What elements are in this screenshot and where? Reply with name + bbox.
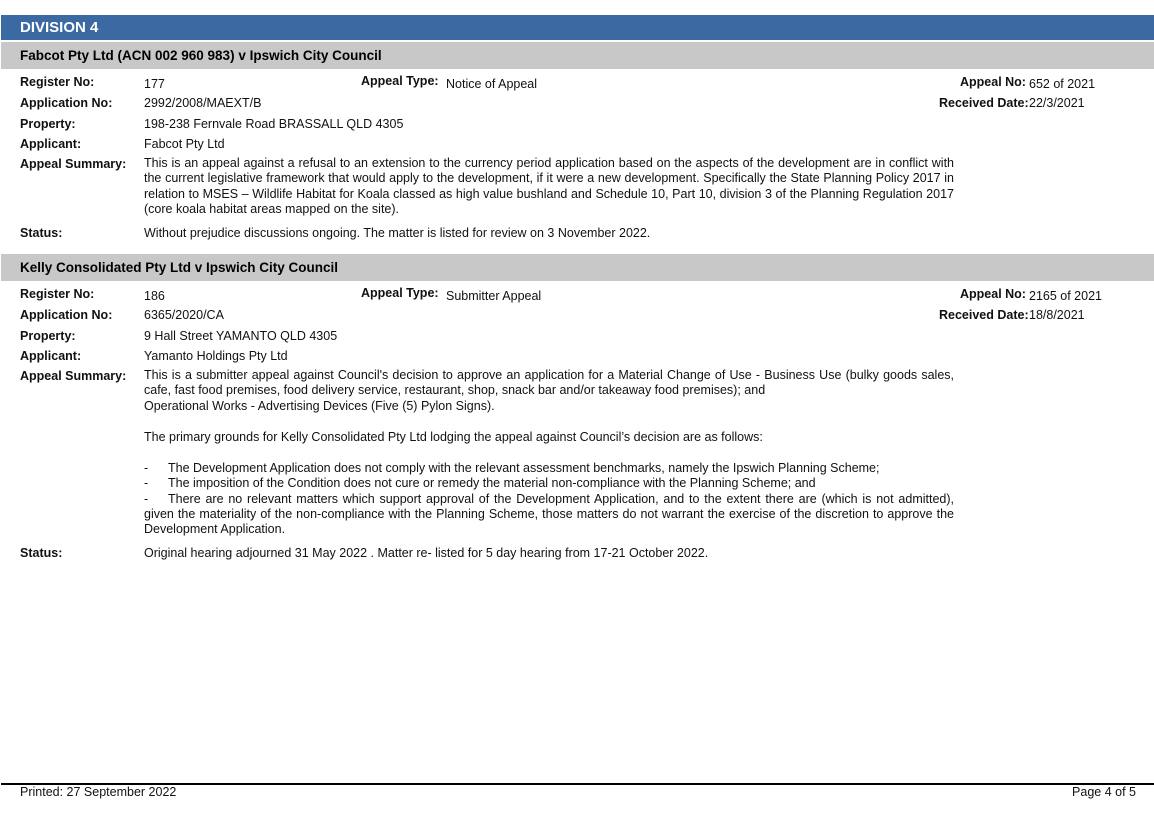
applicant-value: Yamanto Holdings Pty Ltd — [144, 349, 288, 363]
status-label: Status: — [20, 226, 63, 240]
appeal-type-label: Appeal Type: — [361, 74, 439, 88]
status-value: Original hearing adjourned 31 May 2022 . Matter re- listed for 5 day hearing from 17-21 October 2022. — [144, 546, 709, 560]
register-no-label: Register No: — [20, 75, 95, 89]
ground-item-continuation: given the materiality of the non-compliance with the Planning Scheme, those matters do not warrant the exercise of the discretion to approve the Development Application. — [144, 507, 954, 537]
property-value: 198-238 Fernvale Road BRASSALL QLD 4305 — [144, 117, 404, 131]
register-no-label: Register No: — [20, 287, 95, 301]
applicant-value: Fabcot Pty Ltd — [144, 137, 225, 151]
received-date-label: Received Date: — [939, 96, 1029, 110]
received-date-label: Received Date: — [939, 308, 1029, 322]
case-title: Kelly Consolidated Pty Ltd v Ipswich City Council — [1, 254, 1154, 281]
division-header: DIVISION 4 — [1, 15, 1154, 40]
page-number: Page 4 of 5 — [1072, 785, 1136, 799]
printed-date: Printed: 27 September 2022 — [20, 785, 177, 799]
bullet-marker: - — [144, 461, 149, 475]
application-no-label: Application No: — [20, 96, 113, 110]
property-label: Property: — [20, 117, 76, 131]
appeal-no-label: Appeal No: — [960, 75, 1026, 89]
appeal-type-value: Notice of Appeal — [446, 77, 538, 91]
ground-item: The imposition of the Condition does not cure or remedy the material non-compliance with the Planning Scheme; and — [168, 476, 816, 490]
application-no-value: 6365/2020/CA — [144, 308, 224, 322]
application-no-value: 2992/2008/MAEXT/B — [144, 96, 262, 110]
appeal-summary-label: Appeal Summary: — [20, 369, 127, 383]
appeal-no-value: 652 of 2021 — [1029, 77, 1096, 91]
grounds-intro: The primary grounds for Kelly Consolidated Pty Ltd lodging the appeal against Council’s decision are as follows: — [144, 430, 763, 444]
received-date-value: 18/8/2021 — [1029, 308, 1085, 322]
property-label: Property: — [20, 329, 76, 343]
appeal-type-value: Submitter Appeal — [446, 289, 542, 303]
applicant-label: Applicant: — [20, 137, 82, 151]
appeal-summary-label: Appeal Summary: — [20, 157, 127, 171]
appeal-no-value: 2165 of 2021 — [1029, 289, 1102, 303]
appeal-summary-text: This is a submitter appeal against Council's decision to approve an application for a Material Change of Use - Business Use (bulky goods sales, cafe, fast food premises, food delivery service, restaurant, shop, snack bar and/or takeaway food premises); and — [144, 368, 954, 398]
ground-item: There are no relevant matters which support approval of the Development Application, and to the extent there are (which is not admitted), — [168, 492, 954, 506]
appeal-type-label: Appeal Type: — [361, 286, 439, 300]
property-value: 9 Hall Street YAMANTO QLD 4305 — [144, 329, 338, 343]
application-no-label: Application No: — [20, 308, 113, 322]
status-label: Status: — [20, 546, 63, 560]
applicant-label: Applicant: — [20, 349, 82, 363]
ground-item: The Development Application does not comply with the relevant assessment benchmarks, namely the Ipswich Planning Scheme; — [168, 461, 880, 475]
received-date-value: 22/3/2021 — [1029, 96, 1085, 110]
bullet-marker: - — [144, 492, 149, 506]
appeal-summary-text: This is an appeal against a refusal to an extension to the currency period application based on the aspects of the development are in conflict with the current legislative framework that would apply to the development, if it were a new development. Specifically the State Planning Policy 2017 in relation to MSES – Wildlife Habitat for Koala classed as high value bushland and Schedule 10, Part 10, division 3 of the Planning Regulation 2017 (core koala habitat areas mapped on the site). — [144, 156, 954, 216]
register-no-value: 186 — [144, 289, 165, 303]
bullet-marker: - — [144, 476, 149, 490]
appeal-no-label: Appeal No: — [960, 287, 1026, 301]
status-value: Without prejudice discussions ongoing. The matter is listed for review on 3 November 2022. — [144, 226, 651, 240]
case-title: Fabcot Pty Ltd (ACN 002 960 983) v Ipswich City Council — [1, 42, 1154, 69]
appeal-summary-line-2: Operational Works - Advertising Devices (Five (5) Pylon Signs). — [144, 399, 495, 413]
register-no-value: 177 — [144, 77, 165, 91]
